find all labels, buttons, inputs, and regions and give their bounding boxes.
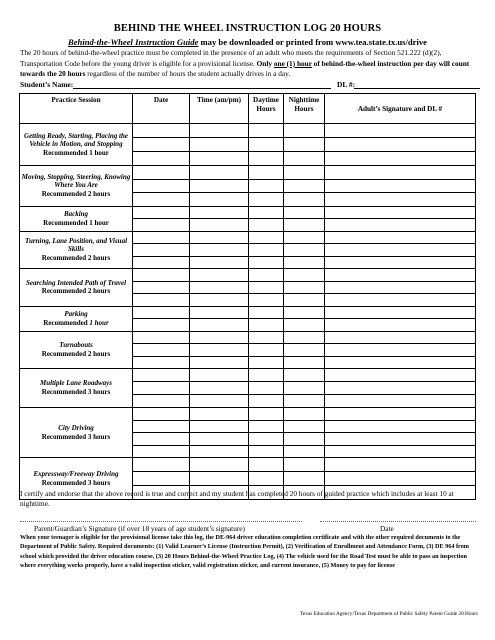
student-name-label: Student’s Name: xyxy=(20,80,74,89)
session-name: Backing xyxy=(63,209,89,218)
time-entry-cell[interactable] xyxy=(190,281,249,294)
session-recommended-hours xyxy=(20,433,132,442)
daytime-entry-cell[interactable] xyxy=(249,408,284,421)
date-entry-cell[interactable] xyxy=(133,281,190,294)
daytime-entry-cell[interactable] xyxy=(249,138,284,152)
signature-entry-cell[interactable] xyxy=(325,369,476,382)
daytime-entry-cell[interactable] xyxy=(249,152,284,166)
signature-entry-cell[interactable] xyxy=(325,193,476,207)
date-entry-cell[interactable] xyxy=(133,124,190,138)
nighttime-entry-cell[interactable] xyxy=(284,306,325,319)
time-entry-cell[interactable] xyxy=(190,193,249,207)
log-row xyxy=(20,408,476,421)
recommended-text: Recommended 2 hours xyxy=(41,254,111,263)
nighttime-entry-cell[interactable] xyxy=(284,166,325,180)
header-date: Date xyxy=(133,94,190,124)
daytime-entry-cell[interactable] xyxy=(249,331,284,344)
practice-session-cell xyxy=(20,231,133,269)
time-entry-cell[interactable] xyxy=(190,306,249,319)
recommended-text: Recommended 2 hours xyxy=(41,190,111,199)
signature-entry-cell[interactable] xyxy=(325,124,476,138)
nighttime-entry-cell[interactable] xyxy=(284,420,325,433)
daytime-entry-cell[interactable] xyxy=(249,369,284,382)
nighttime-entry-cell[interactable] xyxy=(284,382,325,395)
time-entry-cell[interactable] xyxy=(190,219,249,232)
dl-label: DL #: xyxy=(337,80,356,89)
daytime-entry-cell[interactable] xyxy=(249,281,284,294)
signature-entry-cell[interactable] xyxy=(325,319,476,332)
practice-session-cell xyxy=(20,306,133,331)
date-entry-cell[interactable] xyxy=(133,219,190,232)
time-entry-cell[interactable] xyxy=(190,472,249,486)
header-adult-signature: Adult’s Signature and DL # xyxy=(325,94,476,124)
intro-bold-rule: of behind-the-wheel instruction per day will count towards the 20 hours xyxy=(20,58,470,79)
date-entry-cell[interactable] xyxy=(133,256,190,269)
header-daytime-hours: Daytime Hours xyxy=(249,94,284,124)
time-entry-cell[interactable] xyxy=(190,166,249,180)
practice-session-cell xyxy=(20,369,133,408)
time-entry-cell[interactable] xyxy=(190,445,249,458)
signature-entry-cell[interactable] xyxy=(325,138,476,152)
nighttime-entry-cell[interactable] xyxy=(284,369,325,382)
recommended-text: Recommended 2 hours xyxy=(41,287,111,296)
time-entry-cell[interactable] xyxy=(190,269,249,282)
session-name: Turnabouts xyxy=(59,341,93,350)
nighttime-entry-cell[interactable] xyxy=(284,445,325,458)
signature-entry-cell[interactable] xyxy=(325,244,476,257)
date-entry-cell[interactable] xyxy=(133,395,190,408)
date-entry-cell[interactable] xyxy=(133,206,190,219)
date-entry-cell[interactable] xyxy=(133,152,190,166)
session-name: Getting Ready, Starting, Placing the Vehicle in Motion, and Stopping xyxy=(24,131,128,149)
signature-date-field[interactable] xyxy=(320,521,476,522)
daytime-entry-cell[interactable] xyxy=(249,206,284,219)
date-entry-cell[interactable] xyxy=(133,369,190,382)
session-name: Moving, Stopping, Steering, Knowing Where You Are xyxy=(21,172,131,190)
signature-entry-cell[interactable] xyxy=(325,420,476,433)
nighttime-entry-cell[interactable] xyxy=(284,231,325,244)
download-note xyxy=(0,37,495,47)
session-name: Turning, Lane Position, and Visual Skills xyxy=(24,236,128,254)
signature-entry-cell[interactable] xyxy=(325,269,476,282)
nighttime-entry-cell[interactable] xyxy=(284,219,325,232)
log-row xyxy=(20,458,476,472)
daytime-entry-cell[interactable] xyxy=(249,395,284,408)
session-name: Expressway/Freeway Driving xyxy=(33,469,119,478)
signature-entry-cell[interactable] xyxy=(325,166,476,180)
time-entry-cell[interactable] xyxy=(190,206,249,219)
daytime-entry-cell[interactable] xyxy=(249,269,284,282)
signature-entry-cell[interactable] xyxy=(325,281,476,294)
signature-entry-cell[interactable] xyxy=(325,472,476,486)
daytime-entry-cell[interactable] xyxy=(249,244,284,257)
signature-entry-cell[interactable] xyxy=(325,458,476,472)
date-entry-cell[interactable] xyxy=(133,420,190,433)
signature-entry-cell[interactable] xyxy=(325,206,476,219)
practice-session-cell xyxy=(20,124,133,166)
practice-session-cell xyxy=(20,166,133,207)
page-title: BEHIND THE WHEEL INSTRUCTION LOG 20 HOURS xyxy=(113,23,382,34)
date-label: Date xyxy=(380,524,394,533)
student-info-line xyxy=(20,80,480,91)
daytime-entry-cell[interactable] xyxy=(249,382,284,395)
guide-title: Behind-the-Wheel Instruction Guide xyxy=(68,37,199,47)
session-recommended-hours xyxy=(20,319,132,328)
time-entry-cell[interactable] xyxy=(190,408,249,421)
page-footer: Texas Education Agency/Texas Department of Public Safety Parent Guide 20 Hours xyxy=(299,611,478,617)
session-recommended-hours xyxy=(20,149,132,158)
nighttime-entry-cell[interactable] xyxy=(284,356,325,369)
date-entry-cell[interactable] xyxy=(133,244,190,257)
intro-paragraph xyxy=(20,48,478,80)
recommended-text: Recommended 1 hour xyxy=(43,148,109,157)
recommended-text: Recommended 3 hours xyxy=(41,388,111,396)
signature-entry-cell[interactable] xyxy=(325,433,476,446)
daytime-entry-cell[interactable] xyxy=(249,179,284,193)
header-nighttime-hours: Nighttime Hours xyxy=(284,94,325,124)
daytime-entry-cell[interactable] xyxy=(249,445,284,458)
practice-session-cell xyxy=(20,331,133,369)
log-row xyxy=(20,206,476,219)
date-entry-cell[interactable] xyxy=(133,138,190,152)
time-entry-cell[interactable] xyxy=(190,138,249,152)
intro-bold-only: Only xyxy=(256,58,274,68)
signature-entry-cell[interactable] xyxy=(325,152,476,166)
practice-log-table xyxy=(19,93,476,500)
header-practice-session: Practice Session xyxy=(20,94,133,124)
intro-one-hour: one (1) hour xyxy=(273,58,312,68)
practice-session-cell xyxy=(20,269,133,307)
nighttime-entry-cell[interactable] xyxy=(284,472,325,486)
signature-entry-cell[interactable] xyxy=(325,219,476,232)
certification-statement: I certify and endorse that the above record is true and correct and my student has completed 20 hours of guided practice which includes at least 10 at nighttime. xyxy=(20,489,454,508)
date-entry-cell[interactable] xyxy=(133,231,190,244)
nighttime-entry-cell[interactable] xyxy=(284,281,325,294)
log-row xyxy=(20,166,476,180)
session-recommended-hours xyxy=(20,350,132,359)
time-entry-cell[interactable] xyxy=(190,420,249,433)
time-entry-cell[interactable] xyxy=(190,382,249,395)
parent-signature-field[interactable] xyxy=(20,521,302,522)
signature-entry-cell[interactable] xyxy=(325,356,476,369)
nighttime-entry-cell[interactable] xyxy=(284,395,325,408)
session-recommended-hours xyxy=(20,287,132,296)
nighttime-entry-cell[interactable] xyxy=(284,269,325,282)
signature-entry-cell[interactable] xyxy=(325,256,476,269)
recommended-text: Recommended 3 hours xyxy=(41,478,111,487)
session-recommended-hours xyxy=(20,388,132,397)
date-entry-cell[interactable] xyxy=(133,269,190,282)
daytime-entry-cell[interactable] xyxy=(249,472,284,486)
daytime-entry-cell[interactable] xyxy=(249,356,284,369)
intro-text: The 20 hours of behind-the-wheel practice must be completed in the presence of an adult who meets the requirements of Section 521.222 (d)(2), Transportation Code before the young driver is eligible for a provisional license. xyxy=(20,48,442,68)
daytime-entry-cell[interactable] xyxy=(249,344,284,357)
parent-signature-label: Parent/Guardian’s Signature (if over 18 years of age student’s signature) xyxy=(34,524,245,533)
session-recommended-hours xyxy=(20,479,132,488)
download-url-text: may be downloaded or printed from www.tea.state.tx.us/drive xyxy=(198,37,427,47)
log-row xyxy=(20,269,476,282)
nighttime-entry-cell[interactable] xyxy=(284,138,325,152)
nighttime-entry-cell[interactable] xyxy=(284,193,325,207)
date-entry-cell[interactable] xyxy=(133,193,190,207)
session-name: City Driving xyxy=(58,423,94,432)
recommended-text: Recommended 1 hour xyxy=(43,218,109,227)
date-entry-cell[interactable] xyxy=(133,331,190,344)
date-entry-cell[interactable] xyxy=(133,306,190,319)
date-entry-cell[interactable] xyxy=(133,472,190,486)
date-entry-cell[interactable] xyxy=(133,294,190,307)
daytime-entry-cell[interactable] xyxy=(249,420,284,433)
nighttime-entry-cell[interactable] xyxy=(284,256,325,269)
log-row xyxy=(20,231,476,244)
time-entry-cell[interactable] xyxy=(190,369,249,382)
time-entry-cell[interactable] xyxy=(190,294,249,307)
time-entry-cell[interactable] xyxy=(190,356,249,369)
nighttime-entry-cell[interactable] xyxy=(284,433,325,446)
nighttime-entry-cell[interactable] xyxy=(284,344,325,357)
time-entry-cell[interactable] xyxy=(190,331,249,344)
signature-entry-cell[interactable] xyxy=(325,382,476,395)
signature-entry-cell[interactable] xyxy=(325,344,476,357)
session-name: Searching Intended Path of Travel xyxy=(25,278,127,287)
time-entry-cell[interactable] xyxy=(190,231,249,244)
nighttime-entry-cell[interactable] xyxy=(284,179,325,193)
daytime-entry-cell[interactable] xyxy=(249,166,284,180)
nighttime-entry-cell[interactable] xyxy=(284,408,325,421)
time-entry-cell[interactable] xyxy=(190,344,249,357)
daytime-entry-cell[interactable] xyxy=(249,306,284,319)
session-recommended-hours xyxy=(20,219,132,228)
date-entry-cell[interactable] xyxy=(133,166,190,180)
session-recommended-hours xyxy=(20,190,132,199)
date-entry-cell[interactable] xyxy=(133,356,190,369)
recommended-text: Recommended 3 hours xyxy=(41,432,111,441)
nighttime-entry-cell[interactable] xyxy=(284,124,325,138)
daytime-entry-cell[interactable] xyxy=(249,458,284,472)
date-entry-cell[interactable] xyxy=(133,458,190,472)
nighttime-entry-cell[interactable] xyxy=(284,152,325,166)
signature-entry-cell[interactable] xyxy=(325,445,476,458)
date-entry-cell[interactable] xyxy=(133,433,190,446)
daytime-entry-cell[interactable] xyxy=(249,294,284,307)
time-entry-cell[interactable] xyxy=(190,256,249,269)
dl-number-field[interactable] xyxy=(354,88,480,89)
signature-entry-cell[interactable] xyxy=(325,306,476,319)
date-entry-cell[interactable] xyxy=(133,179,190,193)
daytime-entry-cell[interactable] xyxy=(249,219,284,232)
daytime-entry-cell[interactable] xyxy=(249,256,284,269)
nighttime-entry-cell[interactable] xyxy=(284,319,325,332)
daytime-entry-cell[interactable] xyxy=(249,193,284,207)
log-row xyxy=(20,306,476,319)
session-recommended-hours xyxy=(20,254,132,263)
date-entry-cell[interactable] xyxy=(133,408,190,421)
intro-text-end: regardless of the number of hours the student actually drives in a day. xyxy=(85,69,291,79)
recommended-hours-italic: 1 hour xyxy=(89,318,109,327)
date-entry-cell[interactable] xyxy=(133,319,190,332)
session-name: Parking xyxy=(64,309,88,318)
practice-session-cell xyxy=(20,408,133,458)
time-entry-cell[interactable] xyxy=(190,244,249,257)
daytime-entry-cell[interactable] xyxy=(249,433,284,446)
signature-entry-cell[interactable] xyxy=(325,408,476,421)
nighttime-entry-cell[interactable] xyxy=(284,331,325,344)
student-name-field[interactable] xyxy=(73,88,331,89)
log-row xyxy=(20,124,476,138)
header-time: Time (am/pm) xyxy=(190,94,249,124)
time-entry-cell[interactable] xyxy=(190,395,249,408)
daytime-entry-cell[interactable] xyxy=(249,231,284,244)
time-entry-cell[interactable] xyxy=(190,124,249,138)
date-entry-cell[interactable] xyxy=(133,344,190,357)
signature-entry-cell[interactable] xyxy=(325,231,476,244)
nighttime-entry-cell[interactable] xyxy=(284,458,325,472)
nighttime-entry-cell[interactable] xyxy=(284,294,325,307)
signature-entry-cell[interactable] xyxy=(325,294,476,307)
log-row xyxy=(20,331,476,344)
daytime-entry-cell[interactable] xyxy=(249,319,284,332)
recommended-text: Recommended xyxy=(43,318,90,327)
nighttime-entry-cell[interactable] xyxy=(284,206,325,219)
signature-entry-cell[interactable] xyxy=(325,395,476,408)
dps-notice: When your teenager is eligible for the provisional license take this log, the DE-964 driver education completion certificate and with the other required documents to the Department of Public Safety. Required documents: (1) Valid Learner’s License (Instruction Permit), (2) Verification of Enrollment and Attendance Form, (3) DE 964 from school which provided the driver education course, (3) 20 Hours Behind-the-Wheel Practice Log, (4) The vehicle used for the Road Test must be able to pass an inspection where everything works properly, have a valid inspection sticker, valid registration sticker, and current insurance, (5) Money to pay for license xyxy=(20,534,469,570)
session-name: Multiple Lane Roadways xyxy=(40,379,112,388)
date-entry-cell[interactable] xyxy=(133,445,190,458)
log-row xyxy=(20,369,476,382)
daytime-entry-cell[interactable] xyxy=(249,124,284,138)
recommended-text: Recommended 2 hours xyxy=(41,349,111,358)
practice-session-cell xyxy=(20,206,133,231)
nighttime-entry-cell[interactable] xyxy=(284,244,325,257)
time-entry-cell[interactable] xyxy=(190,458,249,472)
time-entry-cell[interactable] xyxy=(190,179,249,193)
signature-entry-cell[interactable] xyxy=(325,179,476,193)
time-entry-cell[interactable] xyxy=(190,152,249,166)
date-entry-cell[interactable] xyxy=(133,382,190,395)
time-entry-cell[interactable] xyxy=(190,433,249,446)
signature-entry-cell[interactable] xyxy=(325,331,476,344)
time-entry-cell[interactable] xyxy=(190,319,249,332)
